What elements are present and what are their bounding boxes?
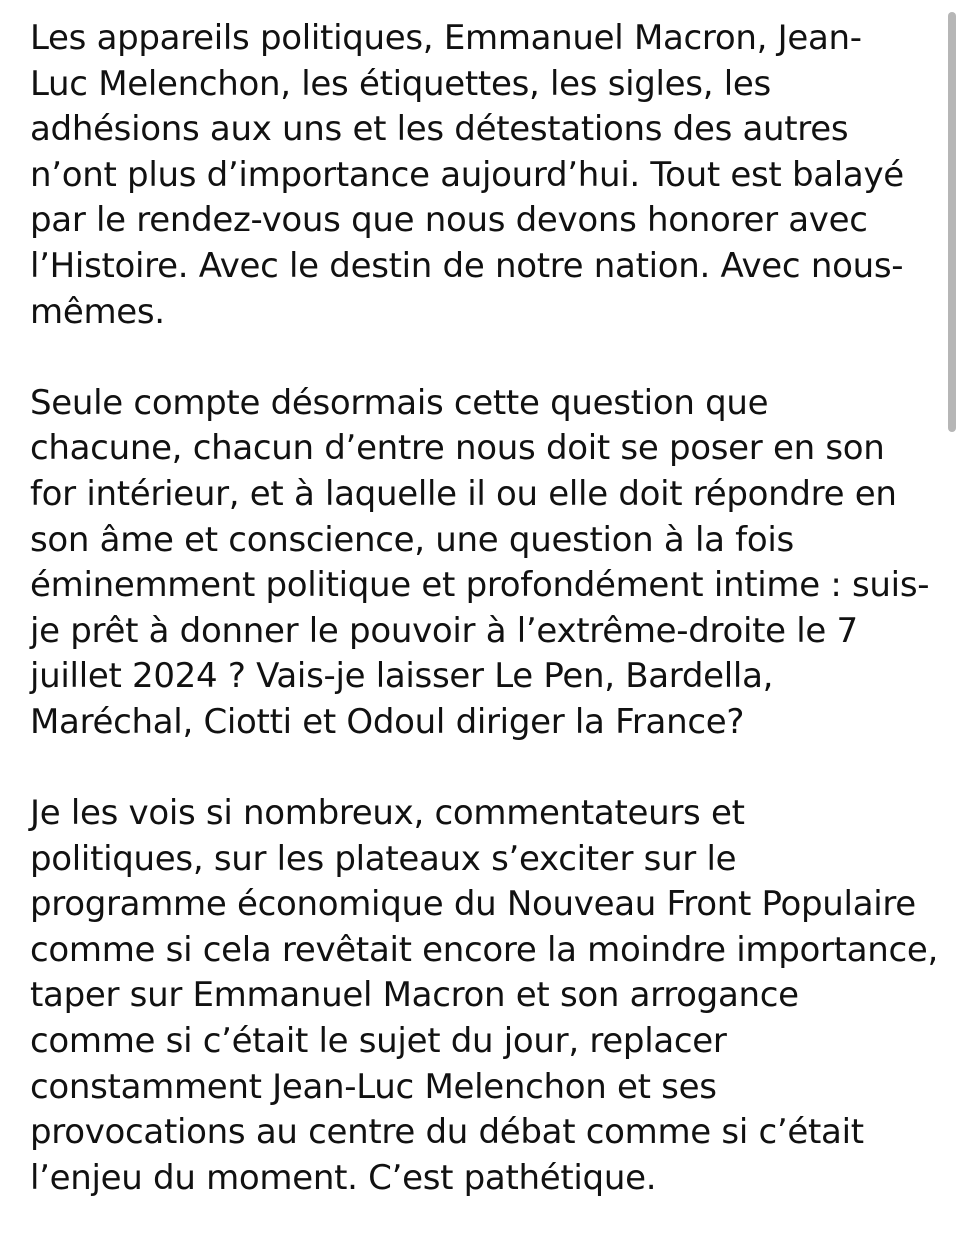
text-line: mêmes.	[30, 291, 165, 332]
text-line: taper sur Emmanuel Macron et son arrogance	[30, 975, 799, 1016]
text-line: Seule compte désormais cette question que	[30, 382, 769, 423]
text-line: politiques, sur les plateaux s’exciter sur le	[30, 838, 737, 879]
text-line: for intérieur, et à laquelle il ou elle doit répondre en	[30, 473, 897, 514]
text-line: n’ont plus d’importance aujourd’hui. Tout est balayé	[30, 154, 904, 195]
text-line: Les appareils politiques, Emmanuel Macron, Jean-	[30, 18, 862, 58]
text-line: chacune, chacun d’entre nous doit se poser en son	[30, 428, 885, 469]
text-line: constamment Jean-Luc Melenchon et ses	[30, 1066, 717, 1107]
text-line: juillet 2024 ? Vais-je laisser Le Pen, Bardella,	[30, 656, 774, 697]
paragraph-1	[30, 16, 930, 335]
text-line: je prêt à donner le pouvoir à l’extrême-droite le 7	[30, 610, 858, 651]
scrollbar-thumb[interactable]	[948, 12, 956, 432]
text-line: provocations au centre du débat comme si c’était	[30, 1112, 864, 1153]
vertical-scrollbar[interactable]	[944, 0, 964, 1200]
text-line: l’Histoire. Avec le destin de notre nation. Avec nous-	[30, 245, 904, 286]
text-line: son âme et conscience, une question à la fois	[30, 519, 794, 560]
text-line: Maréchal, Ciotti et Odoul diriger la France?	[30, 701, 745, 742]
text-line: Je les vois si nombreux, commentateurs et	[30, 793, 745, 834]
text-line: programme économique du Nouveau Front Populaire	[30, 884, 916, 925]
text-line: comme si cela revêtait encore la moindre importance,	[30, 929, 938, 970]
paragraph-2	[30, 381, 930, 746]
text-line: l’enjeu du moment. C’est pathétique.	[30, 1157, 657, 1198]
text-line: éminemment politique et profondément intime : suis-	[30, 565, 930, 606]
paragraph-3	[30, 791, 938, 1201]
text-line: comme si c’était le sujet du jour, replacer	[30, 1021, 727, 1062]
text-line: Luc Melenchon, les étiquettes, les sigles, les	[30, 63, 771, 104]
text-line: par le rendez-vous que nous devons honorer avec	[30, 200, 868, 241]
text-line: adhésions aux uns et les détestations des autres	[30, 109, 849, 150]
document-body	[30, 16, 938, 1247]
